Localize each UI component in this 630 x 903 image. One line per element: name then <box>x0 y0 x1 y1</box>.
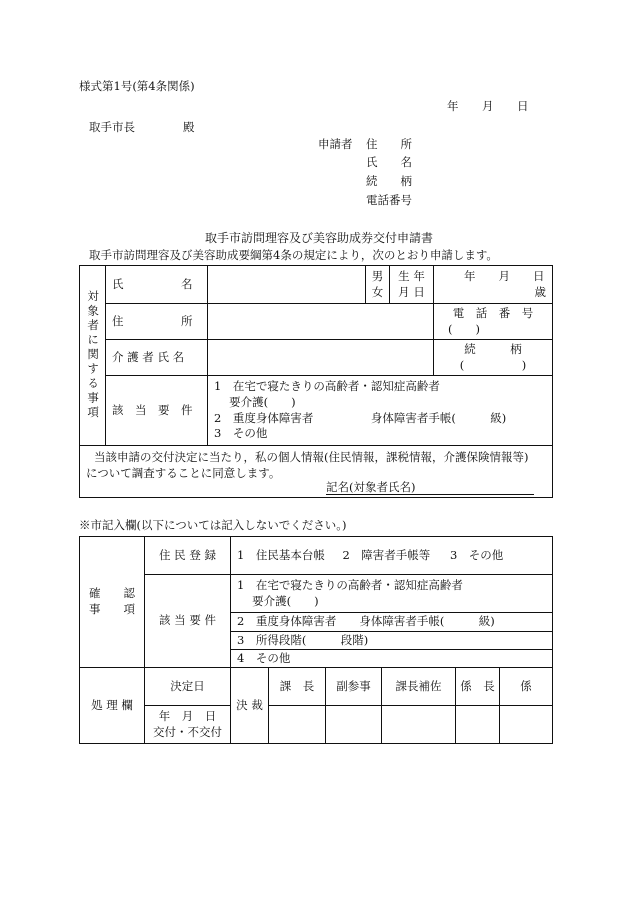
applicant-subject-table <box>79 265 553 498</box>
date-day: 日 <box>517 99 529 113</box>
seal-kacho[interactable] <box>269 706 326 744</box>
birth-ymd: 年 月 日 <box>464 268 545 283</box>
applicant-address-label: 住 所 <box>366 137 412 151</box>
req-item-1b: 要介護( ) <box>237 593 319 608</box>
confirm-label-line: 事 項 <box>89 602 135 616</box>
decision-ymd: 年 月 日 <box>158 708 217 723</box>
consent-text-2: について調査することに同意します。 <box>86 465 281 480</box>
approver-fukusanji: 副参事 <box>326 668 382 706</box>
consent-text-1: 当該申請の交付決定に当たり，私の個人情報(住民情報，課税情報，介護保険情報等) <box>94 450 529 464</box>
relation-paren: ( ) <box>459 357 527 372</box>
caregiver-field[interactable] <box>208 340 434 376</box>
birth-label-top: 生 年 <box>398 268 425 283</box>
document-title: 取手市訪問理容及び美容助成券交付申請書 <box>205 231 434 245</box>
caregiver-label: 介 護 者 氏 名 <box>106 340 208 376</box>
requirement-list[interactable] <box>208 376 553 446</box>
phone-cell[interactable] <box>434 304 553 340</box>
address-field[interactable] <box>208 304 434 340</box>
applicant-phone-label: 電話番号 <box>366 193 412 207</box>
approval-label: 決 裁 <box>231 668 269 744</box>
seal-kakaricho[interactable] <box>456 706 500 744</box>
seal-kakari[interactable] <box>500 706 553 744</box>
birth-label <box>390 266 434 304</box>
signature-line[interactable] <box>326 480 534 495</box>
resident-options[interactable] <box>231 537 553 575</box>
applicant-relation-label: 続 柄 <box>366 174 412 188</box>
form-number: 様式第1号(第4条関係) <box>79 79 195 93</box>
name-label: 氏 名 <box>106 266 208 304</box>
sex-female: 女 <box>371 284 384 299</box>
intro-text: 取手市訪問理容及び美容助成要綱第4条の規定により，次のとおり申請します。 <box>89 248 498 262</box>
consent-block <box>80 446 553 498</box>
confirm-label-line: 確 認 <box>89 586 135 601</box>
confirm-label <box>80 537 145 668</box>
requirement-item: 1 在宅で寝たきりの高齢者・認知症高齢者 <box>214 379 440 394</box>
decision-status: 交付・不交付 <box>153 724 222 739</box>
decision-date-label: 決定日 <box>145 668 231 706</box>
birth-field[interactable] <box>434 266 553 304</box>
relation-cell[interactable] <box>434 340 553 376</box>
req-item-2[interactable]: 2 重度身体障害者 身体障害者手帳( 級) <box>231 613 553 632</box>
relation-label: 続 柄 <box>464 341 522 356</box>
decision-date-field[interactable] <box>145 706 231 744</box>
approver-kacho: 課 長 <box>269 668 326 706</box>
city-use-note: ※市記入欄(以下については記入しないでください。) <box>79 518 347 532</box>
req-item-3[interactable]: 3 所得段階( 段階) <box>231 632 553 650</box>
seal-fukusanji[interactable] <box>326 706 382 744</box>
resident-option-2: 2 障害者手帳等 <box>342 547 431 562</box>
phone-label: 電 話 番 号 <box>452 305 534 320</box>
name-field[interactable] <box>208 266 366 304</box>
approver-kakaricho: 係 長 <box>456 668 500 706</box>
sex-male: 男 <box>371 268 384 283</box>
resident-option-1: 1 住民基本台帳 <box>237 547 325 562</box>
resident-label: 住 民 登 録 <box>145 537 231 575</box>
requirement-item: 要介護( ) <box>214 394 296 409</box>
requirement-item: 3 その他 <box>214 426 268 441</box>
resident-option-3: 3 その他 <box>449 547 504 562</box>
req-item-1[interactable] <box>231 575 553 613</box>
addressee: 取手市長 <box>89 120 135 134</box>
req-item-4[interactable]: 4 その他 <box>231 650 553 668</box>
subject-side-label: 対象者に関する事項 <box>80 266 106 446</box>
birth-label-bottom: 月 日 <box>398 284 425 299</box>
phone-paren: ( ) <box>448 321 480 336</box>
approver-kakari: 係 <box>500 668 553 706</box>
applicant-name-label: 氏 名 <box>366 155 412 169</box>
signature-label: 記名(対象者氏名) <box>326 480 416 494</box>
honorific: 殿 <box>183 120 195 134</box>
address-label: 住 所 <box>106 304 208 340</box>
requirement-label: 該 当 要 件 <box>106 376 208 446</box>
sex-cell[interactable] <box>366 266 390 304</box>
date-month: 月 <box>482 99 494 113</box>
requirement-item: 2 重度身体障害者 身体障害者手帳( 級) <box>214 410 507 425</box>
approver-kacho-hosa: 課長補佐 <box>382 668 456 706</box>
applicant-label: 申請者 <box>318 137 353 151</box>
req-item-1a: 1 在宅で寝たきりの高齢者・認知症高齢者 <box>237 577 463 592</box>
seal-kacho-hosa[interactable] <box>382 706 456 744</box>
age-suffix: 歳 <box>534 284 546 299</box>
city-use-table <box>79 536 553 744</box>
date-year: 年 <box>447 99 459 113</box>
requirement-label-2: 該 当 要 件 <box>145 575 231 668</box>
processing-label: 処 理 欄 <box>80 668 145 744</box>
